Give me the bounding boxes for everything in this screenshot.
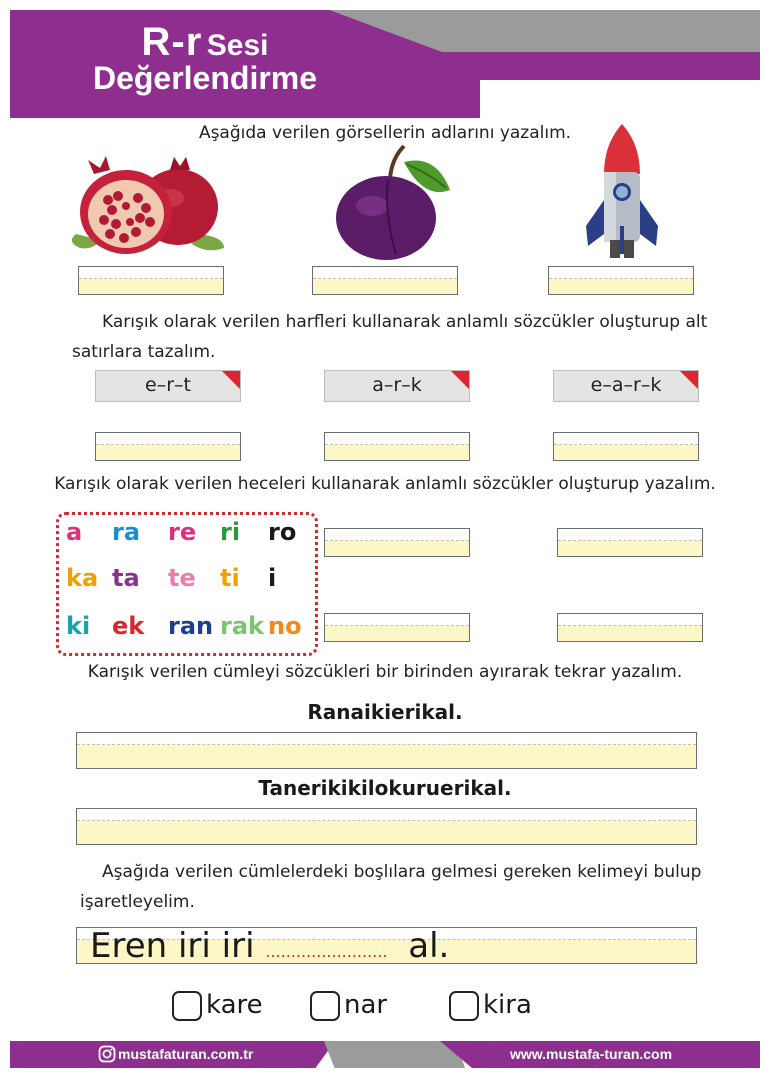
syllable: ri: [220, 518, 241, 546]
blank-dots[interactable]: ........................: [265, 942, 388, 961]
answer-box-image1[interactable]: [78, 266, 224, 295]
rocket-icon: [582, 122, 662, 264]
title-word: Sesi: [206, 29, 269, 62]
answer-box-letters2[interactable]: [324, 432, 470, 461]
answer-box-syllable2[interactable]: [557, 528, 703, 557]
pomegranate-icon: [66, 152, 228, 262]
syllable: i: [268, 564, 277, 592]
answer-box-image3[interactable]: [548, 266, 694, 295]
syllable: re: [168, 518, 197, 546]
scrambled-sentence1: Ranaikierikal.: [307, 700, 463, 724]
page-title-line1: [40, 20, 370, 65]
syllable: ro: [268, 518, 297, 546]
section3-instruction: Karışık olarak verilen heceleri kullanarak anlamlı sözcükler oluşturup yazalım.: [54, 474, 716, 494]
answer-box-syllable1[interactable]: [324, 528, 470, 557]
option-label-kare: kare: [206, 990, 263, 1020]
answer-box-letters3[interactable]: [553, 432, 699, 461]
section2-instruction-line2: satırlara tazalım.: [72, 342, 216, 362]
footer-middle-band: [315, 1041, 465, 1068]
option-checkbox-kira[interactable]: [449, 991, 479, 1021]
syllable: ta: [112, 564, 140, 592]
answer-box-image2[interactable]: [312, 266, 458, 295]
answer-line-sentence2[interactable]: [76, 808, 697, 845]
instagram-icon: [98, 1045, 116, 1063]
plum-icon: [332, 144, 456, 262]
page-title-line2: Değerlendirme: [92, 60, 318, 96]
letter-tag: e–a–r–k: [553, 370, 699, 402]
answer-box-letters1[interactable]: [95, 432, 241, 461]
syllable: a: [66, 518, 83, 546]
section4-instruction: Karışık verilen cümleyi sözcükleri bir birinden ayırarak tekrar yazalım.: [87, 662, 683, 682]
syllable: ki: [66, 612, 91, 640]
syllable: ra: [112, 518, 141, 546]
title-letters: R-r: [141, 20, 203, 64]
sentence-end: al.: [408, 926, 450, 966]
syllable: ran: [168, 612, 214, 640]
answer-line-sentence1[interactable]: [76, 732, 697, 769]
letter-tag: e–r–t: [95, 370, 241, 402]
syllable: rak: [220, 612, 264, 640]
option-label-nar: nar: [344, 990, 388, 1020]
scrambled-sentence2: Tanerikikilokuruerikal.: [258, 776, 512, 800]
footer-left-text[interactable]: mustafaturan.com.tr: [118, 1046, 254, 1062]
footer-right-text[interactable]: www.mustafa-turan.com: [510, 1046, 673, 1062]
section1-instruction: Aşağıda verilen görsellerin adlarını yazalım.: [198, 123, 572, 143]
syllable: no: [268, 612, 302, 640]
section5-instruction-line2: işaretleyelim.: [80, 892, 195, 912]
section2-instruction-line1: Karışık olarak verilen harfleri kullanarak anlamlı sözcükler oluşturup alt: [102, 312, 708, 332]
letter-tag: a–r–k: [324, 370, 470, 402]
sentence-start: Eren iri iri: [90, 926, 255, 966]
option-checkbox-nar[interactable]: [310, 991, 340, 1021]
answer-box-syllable4[interactable]: [557, 613, 703, 642]
option-label-kira: kira: [483, 990, 532, 1020]
syllable: te: [168, 564, 196, 592]
section5-instruction-line1: Aşağıda verilen cümlelerdeki boşlılara gelmesi gereken kelimeyi bulup: [102, 862, 702, 882]
fill-in-sentence: [90, 926, 449, 966]
syllable: ti: [220, 564, 240, 592]
option-checkbox-kare[interactable]: [172, 991, 202, 1021]
answer-box-syllable3[interactable]: [324, 613, 470, 642]
syllable: ek: [112, 612, 145, 640]
syllable: ka: [66, 564, 99, 592]
